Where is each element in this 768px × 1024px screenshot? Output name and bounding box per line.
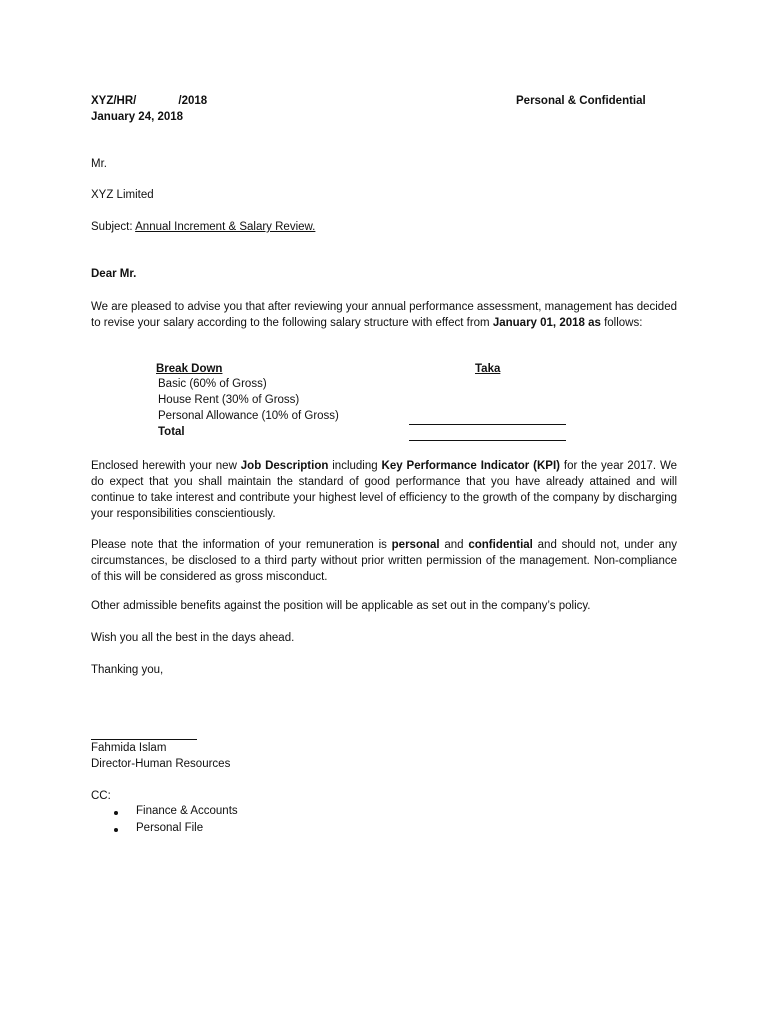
subtotal-line bbox=[409, 424, 566, 425]
reference-prefix: XYZ/HR/ bbox=[91, 95, 137, 107]
confidentiality-paragraph: Please note that the information of your remuneration is personal and confidential and should not, under any circumstances, be disclosed to a third party without prior written permission of the management. Non-compliance of this will be considered as gross misconduct. bbox=[91, 539, 677, 583]
subject-line bbox=[91, 221, 315, 233]
subject-text: Annual Increment & Salary Review. bbox=[135, 221, 316, 233]
subject-label: Subject: bbox=[91, 221, 136, 233]
greeting: Dear Mr. bbox=[91, 268, 137, 280]
recipient-salutation: Mr. bbox=[91, 158, 107, 170]
total-line bbox=[409, 440, 566, 441]
table-header-taka: Taka bbox=[475, 363, 501, 375]
cc-label: CC: bbox=[91, 790, 111, 802]
closing-line: Thanking you, bbox=[91, 664, 164, 676]
intro-paragraph: We are pleased to advise you that after reviewing your annual performance assessment, management has decided to revise your salary according to the following salary structure with effect from January 01, 2018 as follows: bbox=[91, 301, 677, 329]
table-header-breakdown: Break Down bbox=[156, 363, 223, 375]
recipient-company: XYZ Limited bbox=[91, 189, 154, 201]
table-row-total: Total bbox=[158, 426, 185, 438]
cc-item-personal-file: Personal File bbox=[136, 822, 204, 834]
table-row-personal-allowance: Personal Allowance (10% of Gross) bbox=[158, 410, 339, 422]
signatory-name: Fahmida Islam bbox=[91, 742, 167, 754]
signature-line bbox=[91, 739, 197, 740]
benefits-paragraph: Other admissible benefits against the position will be applicable as set out in the company’s policy. bbox=[91, 600, 591, 612]
bullet-icon bbox=[114, 811, 118, 815]
cc-item-finance: Finance & Accounts bbox=[136, 805, 238, 817]
table-row-house-rent: House Rent (30% of Gross) bbox=[158, 394, 300, 406]
reference-number bbox=[91, 95, 207, 107]
enclosed-paragraph: Enclosed herewith your new Job Description including Key Performance Indicator (KPI) for the year 2017. We do expect that you shall maintain the standard of good performance that you have already attained and will continue to take interest and contribute your highest level of efficiency to the growth of the company by discharging your responsibilities conscientiously. bbox=[91, 460, 678, 520]
confidential-label: Personal & Confidential bbox=[516, 95, 646, 107]
reference-year: /2018 bbox=[178, 95, 208, 107]
letter-date: January 24, 2018 bbox=[91, 111, 184, 123]
signatory-title: Director-Human Resources bbox=[91, 758, 231, 770]
table-row-basic: Basic (60% of Gross) bbox=[158, 378, 267, 390]
wish-paragraph: Wish you all the best in the days ahead. bbox=[91, 632, 295, 644]
bullet-icon bbox=[114, 828, 118, 832]
